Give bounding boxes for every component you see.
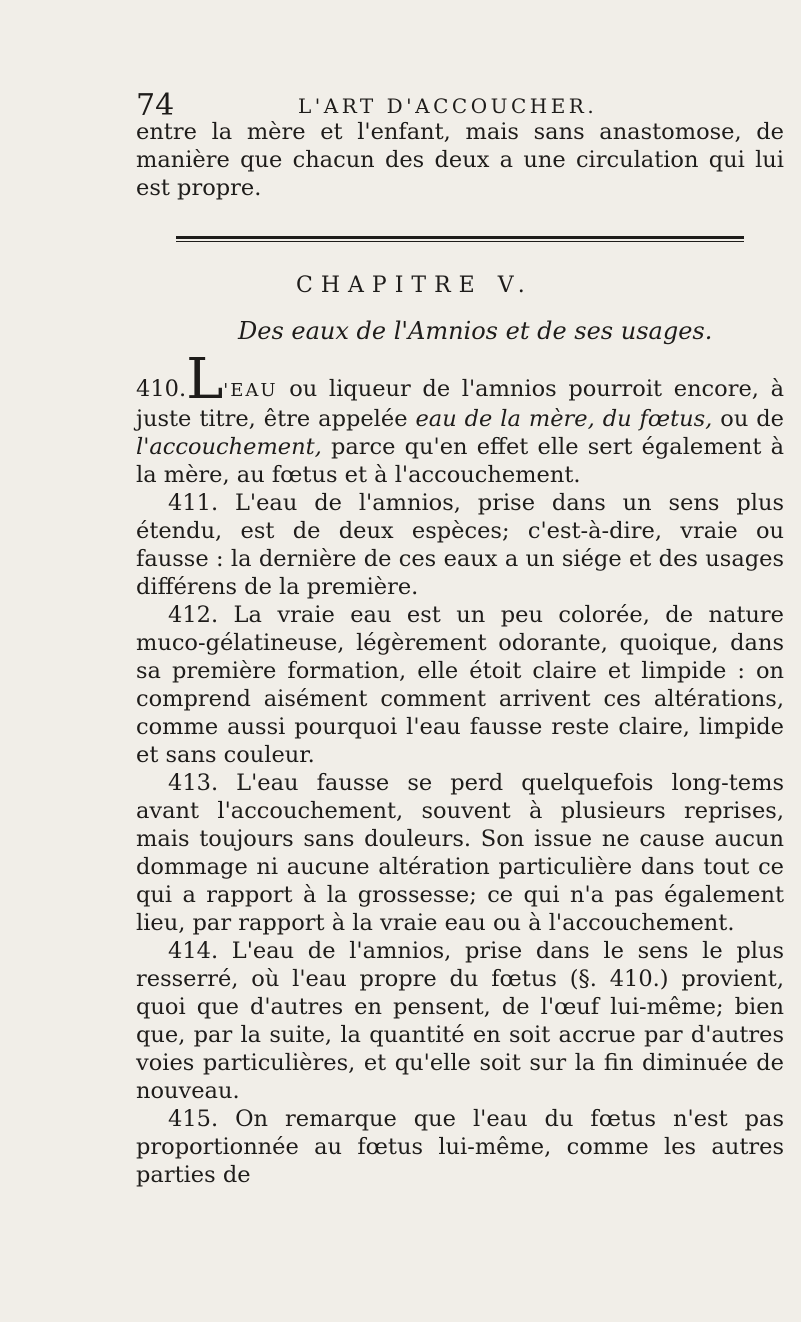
italic-phrase: l'accouchement,: [136, 434, 322, 460]
italic-phrase: eau de la mère, du fœtus,: [415, 406, 713, 432]
paragraph-413: 413. L'eau fausse se perd quelquefois long-tems avant l'accouchement, souvent à plusieurs reprises, mais toujours sans douleurs. Son issue ne cause aucun dommage ni aucune altération particulière dans tout ce qui a rapport à la grossesse; ce qui n'a pas également lieu, par rapport à la vraie eau ou à l'accouchement.: [136, 770, 784, 936]
chapter-heading: CHAPITRE V.: [296, 273, 533, 298]
paragraph-410: [136, 347, 784, 489]
drop-cap: L: [186, 347, 224, 412]
paragraph-number: 410.: [136, 376, 187, 402]
intro-paragraph: entre la mère et l'enfant, mais sans anastomose, de manière que chacun des deux a une circulation qui lui est propre.: [136, 119, 784, 201]
chapter-rule: [176, 236, 744, 242]
paragraph-text: ou liqueur de l'amnios pourroit encore, à juste titre, être appelée: [136, 376, 784, 432]
paragraph-415: 415. On remarque que l'eau du fœtus n'est pas proportionnée au fœtus lui-même, comme les autres parties de: [136, 1106, 784, 1188]
paragraph-text: ou de: [712, 406, 784, 432]
paragraph-411: 411. L'eau de l'amnios, prise dans un sens plus étendu, est de deux espèces; c'est-à-dire, vraie ou fausse : la dernière de ces eaux a un siége et des usages différens de la première.: [136, 490, 784, 600]
paragraph-412: 412. La vraie eau est un peu colorée, de nature muco-gélatineuse, légèrement odorante, quoique, dans sa première formation, elle étoit claire et limpide : on comprend aisément comment arrivent ces altérations, comme aussi pourquoi l'eau fausse reste claire, limpide et sans couleur.: [136, 602, 784, 768]
running-head: L'ART D'ACCOUCHER.: [298, 94, 598, 118]
small-caps-word: 'EAU: [223, 380, 278, 401]
page-number: 74: [136, 88, 175, 123]
chapter-title: Des eaux de l'Amnios et de ses usages.: [238, 317, 713, 345]
paragraph-text: parce qu'en effet elle sert également à la mère, au fœtus et à l'accouchement.: [136, 434, 784, 488]
chapter-body: [136, 347, 784, 1189]
paragraph-414: 414. L'eau de l'amnios, prise dans le sens le plus resserré, où l'eau propre du fœtus (§. 410.) provient, quoi que d'autres en pensent, de l'œuf lui-même; bien que, par la suite, la quantité en soit accrue par d'autres voies particulières, et qu'elle soit sur la fin diminuée de nouveau.: [136, 938, 784, 1104]
